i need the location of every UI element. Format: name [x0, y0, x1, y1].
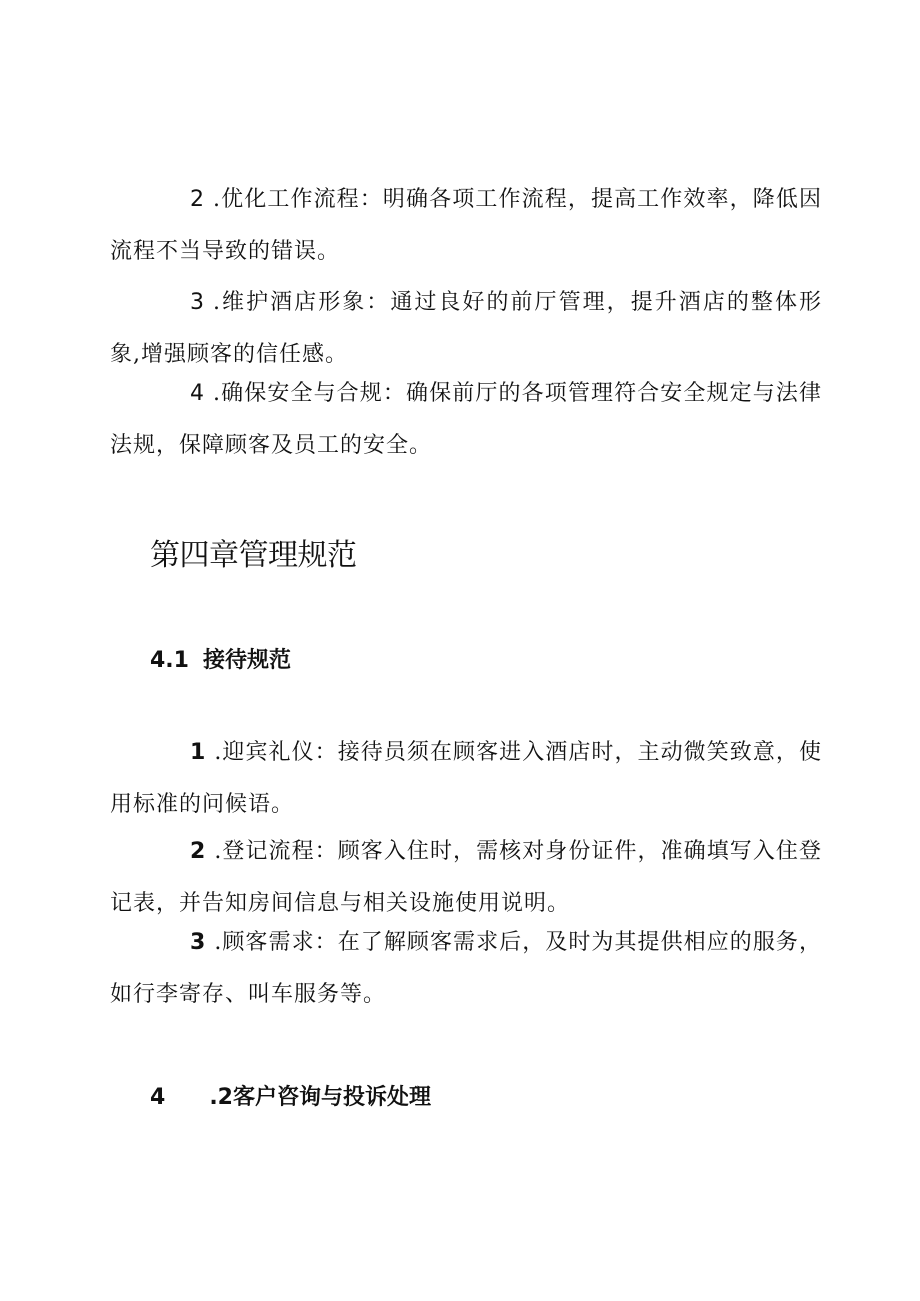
section-title: .2客户咨询与投诉处理 — [209, 1085, 431, 1110]
list-item-text: .维护酒店形象：通过良好的前厅管理，提升酒店的整体形象,增强顾客的信任感。 — [110, 290, 822, 367]
list-item — [110, 917, 822, 1021]
list-item-number: 2 — [190, 839, 207, 864]
list-item-text: .顾客需求：在了解顾客需求后，及时为其提供相应的服务，如行李寄存、叫车服务等。 — [110, 930, 822, 1007]
section-title: 接待规范 — [202, 648, 291, 673]
list-item-text: .优化工作流程：明确各项工作流程，提高工作效率，降低因流程不当导致的错误。 — [110, 187, 822, 264]
list-item-number: 1 — [190, 740, 207, 765]
section-number: 4 — [150, 1085, 166, 1110]
list-item-number: 4 — [190, 381, 205, 406]
chapter-title: 第四章管理规范 — [150, 538, 357, 573]
list-item — [110, 174, 822, 278]
section-heading-4-2 — [150, 1080, 431, 1111]
list-item-text: .迎宾礼仪：接待员须在顾客进入酒店时，主动微笑致意，使用标准的问候语。 — [110, 740, 822, 817]
list-item-number: 2 — [190, 187, 205, 212]
list-item — [110, 368, 822, 472]
list-item-text: .确保安全与合规：确保前厅的各项管理符合安全规定与法律法规，保障顾客及员工的安全。 — [110, 381, 822, 458]
list-item — [110, 727, 822, 831]
section-heading-4-1 — [150, 643, 291, 674]
list-item-text: .登记流程：顾客入住时，需核对身份证件，准确填写入住登记表，并告知房间信息与相关设施使用说明。 — [110, 839, 822, 916]
section-number: 4.1 — [150, 648, 189, 673]
list-item — [110, 277, 822, 381]
list-item — [110, 826, 822, 930]
list-item-number: 3 — [190, 290, 205, 315]
list-item-number: 3 — [190, 930, 207, 955]
